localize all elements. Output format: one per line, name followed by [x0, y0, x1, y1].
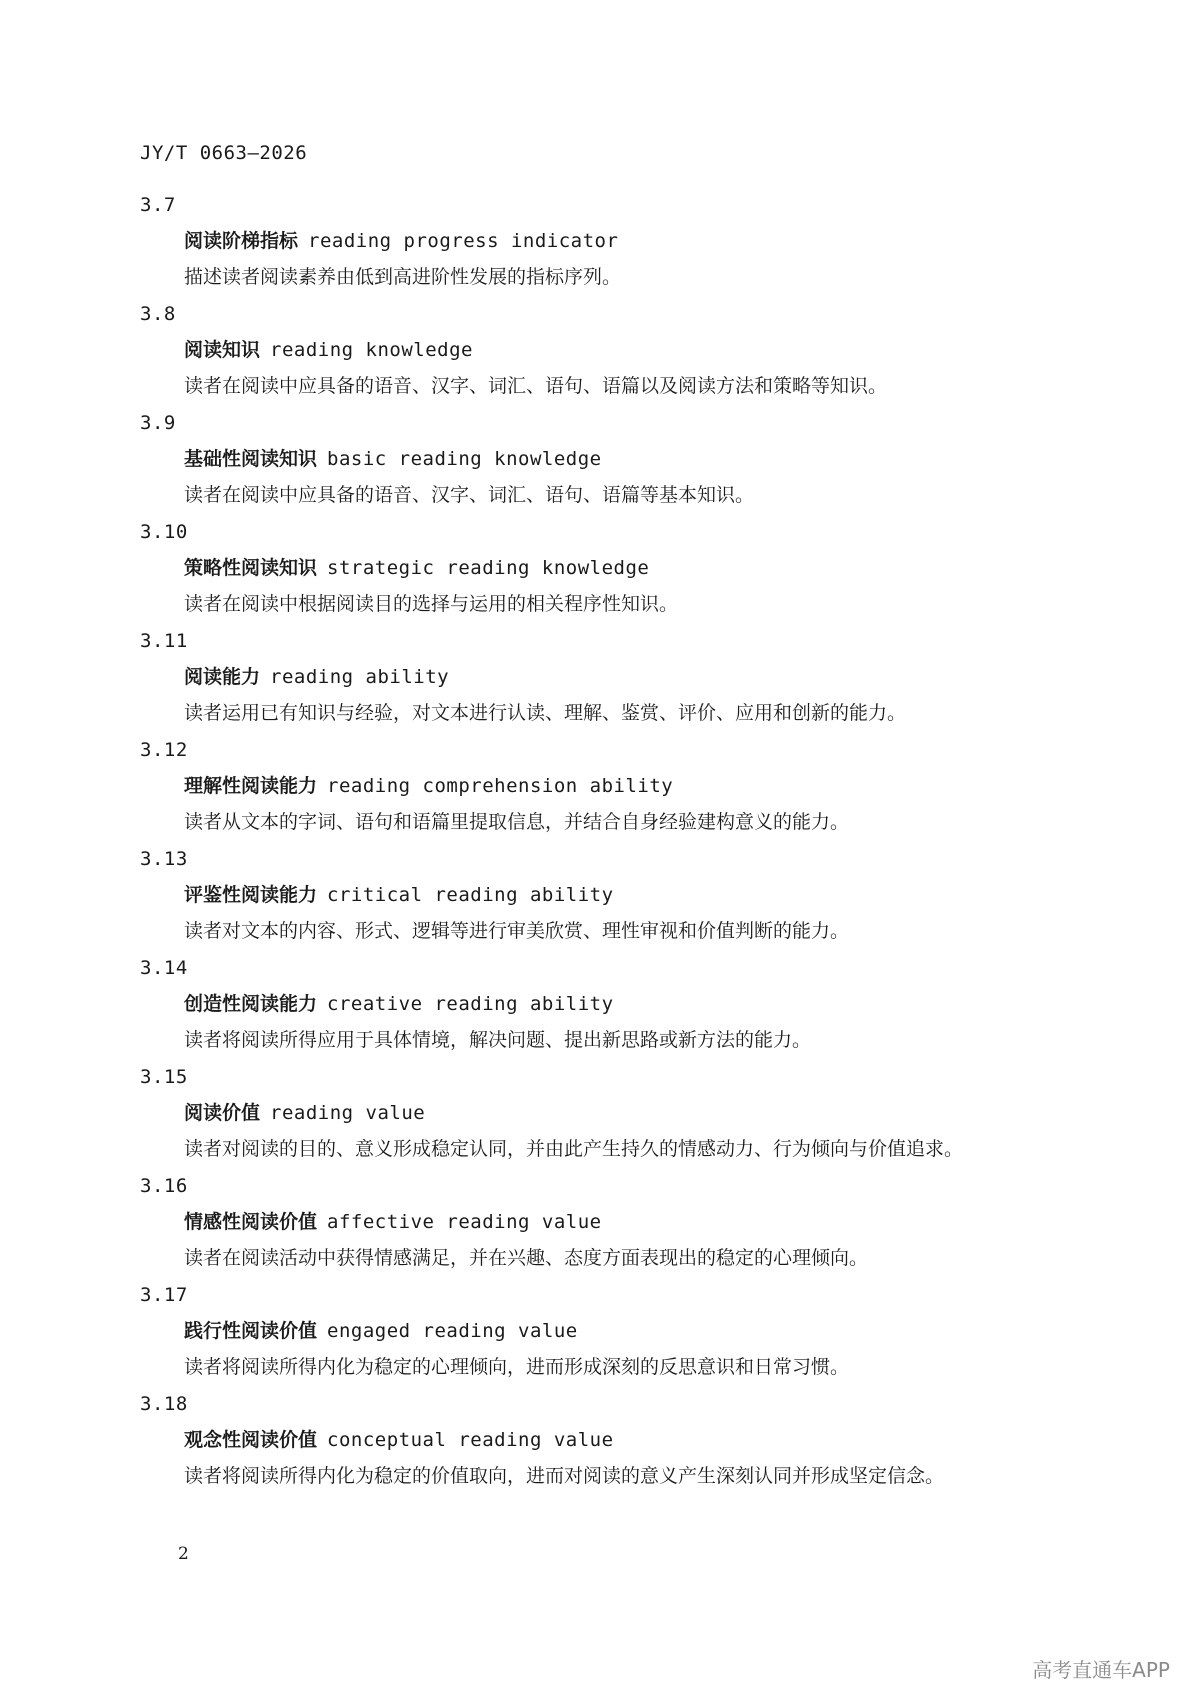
term-chinese: 理解性阅读能力 — [184, 775, 318, 797]
term-heading — [140, 986, 1100, 1022]
term-entry — [140, 187, 1100, 296]
term-heading — [140, 1204, 1100, 1240]
term-chinese: 阅读阶梯指标 — [184, 230, 299, 252]
term-entry — [140, 1386, 1100, 1495]
term-chinese: 观念性阅读价值 — [184, 1429, 318, 1451]
clause-number: 3.8 — [140, 303, 176, 325]
term-english: reading progress indicator — [308, 230, 619, 252]
term-english: conceptual reading value — [327, 1429, 614, 1451]
watermark: 高考直通车APP — [1032, 1658, 1170, 1682]
term-entry — [140, 841, 1100, 950]
term-definition: 读者在阅读中根据阅读目的选择与运用的相关程序性知识。 — [184, 593, 679, 615]
term-english: reading value — [270, 1102, 426, 1124]
clause-number: 3.15 — [140, 1066, 188, 1088]
term-english: strategic reading knowledge — [327, 557, 650, 579]
term-definition: 读者在阅读活动中获得情感满足，并在兴趣、态度方面表现出的稳定的心理倾向。 — [184, 1247, 869, 1269]
term-chinese: 阅读价值 — [184, 1102, 261, 1124]
term-english: reading ability — [270, 666, 450, 688]
term-chinese: 策略性阅读知识 — [184, 557, 318, 579]
clause-number: 3.11 — [140, 630, 188, 652]
term-heading — [140, 877, 1100, 913]
term-entry — [140, 623, 1100, 732]
clause-number: 3.13 — [140, 848, 188, 870]
term-definition-list — [140, 187, 1100, 1495]
term-definition: 读者在阅读中应具备的语音、汉字、词汇、语句、语篇等基本知识。 — [184, 484, 755, 506]
term-entry — [140, 732, 1100, 841]
term-english: basic reading knowledge — [327, 448, 602, 470]
term-english: engaged reading value — [327, 1320, 578, 1342]
clause-number: 3.7 — [140, 194, 176, 216]
term-definition: 读者运用已有知识与经验，对文本进行认读、理解、鉴赏、评价、应用和创新的能力。 — [184, 702, 907, 724]
term-definition: 读者将阅读所得内化为稳定的价值取向，进而对阅读的意义产生深刻认同并形成坚定信念。 — [184, 1465, 945, 1487]
term-heading — [140, 1313, 1100, 1349]
term-heading — [140, 441, 1100, 477]
term-heading — [140, 332, 1100, 368]
term-english: reading knowledge — [270, 339, 473, 361]
term-entry — [140, 405, 1100, 514]
document-id: JY/T 0663—2026 — [140, 142, 308, 164]
term-definition: 描述读者阅读素养由低到高进阶性发展的指标序列。 — [184, 266, 622, 288]
term-english: reading comprehension ability — [327, 775, 674, 797]
clause-number: 3.10 — [140, 521, 188, 543]
term-entry — [140, 1059, 1100, 1168]
term-english: affective reading value — [327, 1211, 602, 1233]
term-chinese: 情感性阅读价值 — [184, 1211, 318, 1233]
term-chinese: 创造性阅读能力 — [184, 993, 318, 1015]
term-chinese: 践行性阅读价值 — [184, 1320, 318, 1342]
term-chinese: 阅读能力 — [184, 666, 261, 688]
clause-number: 3.14 — [140, 957, 188, 979]
term-heading — [140, 223, 1100, 259]
term-english: critical reading ability — [327, 884, 614, 906]
term-heading — [140, 1095, 1100, 1131]
term-definition: 读者从文本的字词、语句和语篇里提取信息，并结合自身经验建构意义的能力。 — [184, 811, 850, 833]
term-entry — [140, 514, 1100, 623]
clause-number: 3.17 — [140, 1284, 188, 1306]
term-entry — [140, 1168, 1100, 1277]
clause-number: 3.12 — [140, 739, 188, 761]
term-definition: 读者对文本的内容、形式、逻辑等进行审美欣赏、理性审视和价值判断的能力。 — [184, 920, 850, 942]
term-definition: 读者将阅读所得应用于具体情境，解决问题、提出新思路或新方法的能力。 — [184, 1029, 812, 1051]
term-entry — [140, 296, 1100, 405]
page-number: 2 — [178, 1544, 189, 1564]
term-heading — [140, 659, 1100, 695]
clause-number: 3.9 — [140, 412, 176, 434]
term-heading — [140, 1422, 1100, 1458]
term-entry — [140, 950, 1100, 1059]
clause-number: 3.16 — [140, 1175, 188, 1197]
term-entry — [140, 1277, 1100, 1386]
term-definition: 读者对阅读的目的、意义形成稳定认同，并由此产生持久的情感动力、行为倾向与价值追求。 — [184, 1138, 964, 1160]
term-chinese: 阅读知识 — [184, 339, 261, 361]
term-chinese: 基础性阅读知识 — [184, 448, 318, 470]
term-heading — [140, 768, 1100, 804]
term-chinese: 评鉴性阅读能力 — [184, 884, 318, 906]
term-definition: 读者在阅读中应具备的语音、汉字、词汇、语句、语篇以及阅读方法和策略等知识。 — [184, 375, 888, 397]
term-heading — [140, 550, 1100, 586]
term-english: creative reading ability — [327, 993, 614, 1015]
term-definition: 读者将阅读所得内化为稳定的心理倾向，进而形成深刻的反思意识和日常习惯。 — [184, 1356, 850, 1378]
clause-number: 3.18 — [140, 1393, 188, 1415]
